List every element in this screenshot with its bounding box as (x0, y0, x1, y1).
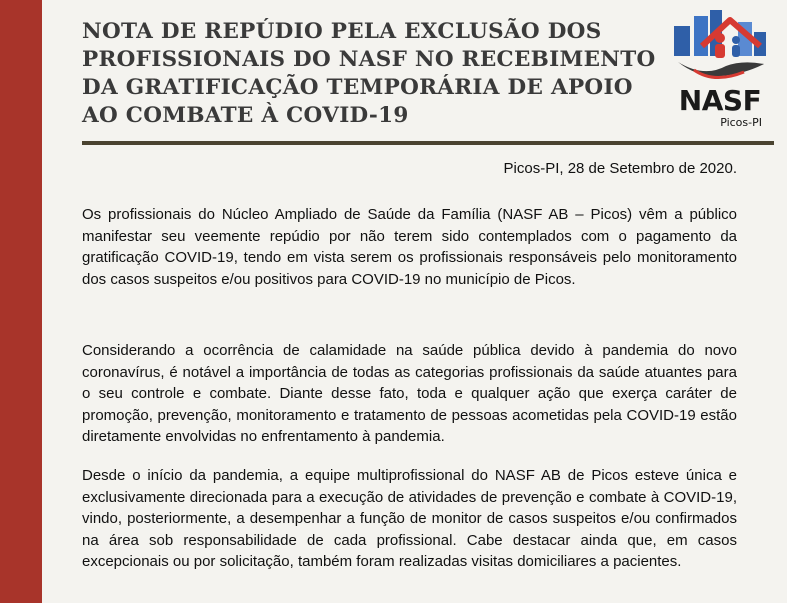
paragraph-3: Desde o início da pandemia, a equipe multiprofissional do NASF AB de Picos esteve única e exclusivamente direcionada para a execução de atividades de prevenção e combate à COVID-19, vindo, posteriormente, a desempenhar a função de monitor de casos suspeitos e/ou confirmados na área sob responsabilidade de cada profissional. Cabe destacar ainda que, em casos excepcionais ou por solicitação, também foram realizadas visitas domiciliares a pacientes. (82, 467, 737, 570)
nasf-logo (664, 2, 776, 130)
document-page (42, 0, 787, 603)
logo-wordmark: NASF (678, 84, 762, 117)
left-border-stripe (0, 0, 42, 603)
paragraph-2: Considerando a ocorrência de calamidade na saúde pública devido à pandemia do novo coronavírus, é notável a importância de todas as categorias profissionais da saúde atuantes para o seu controle e combate. Diante desse fato, toda e qualquer ação que exerça caráter de promoção, prevenção, monitoramento e tratamento de pessoas acometidas pela COVID-19 estão diretamente envolvidas no enfrentamento à pandemia. (82, 342, 737, 445)
title-divider (82, 141, 774, 145)
nasf-house-family-icon (664, 2, 776, 86)
logo-location: Picos-PI (720, 116, 762, 129)
document-title: NOTA DE REPÚDIO PELA EXCLUSÃO DOS PROFISSIONAIS DO NASF NO RECEBIMENTO DA GRATIFICAÇÃO TEMPORÁRIA DE APOIO AO COMBATE À COVID-19 (82, 19, 656, 128)
date-line: Picos-PI, 28 de Setembro de 2020. (503, 160, 737, 177)
paragraph-1: Os profissionais do Núcleo Ampliado de Saúde da Família (NASF AB – Picos) vêm a público manifestar seu veemente repúdio por não terem sido contemplados com o pagamento da gratificação COVID-19, tendo em vista serem os profissionais responsáveis pelo monitoramento dos casos suspeitos e/ou positivos para COVID-19 no município de Picos. (82, 206, 737, 288)
